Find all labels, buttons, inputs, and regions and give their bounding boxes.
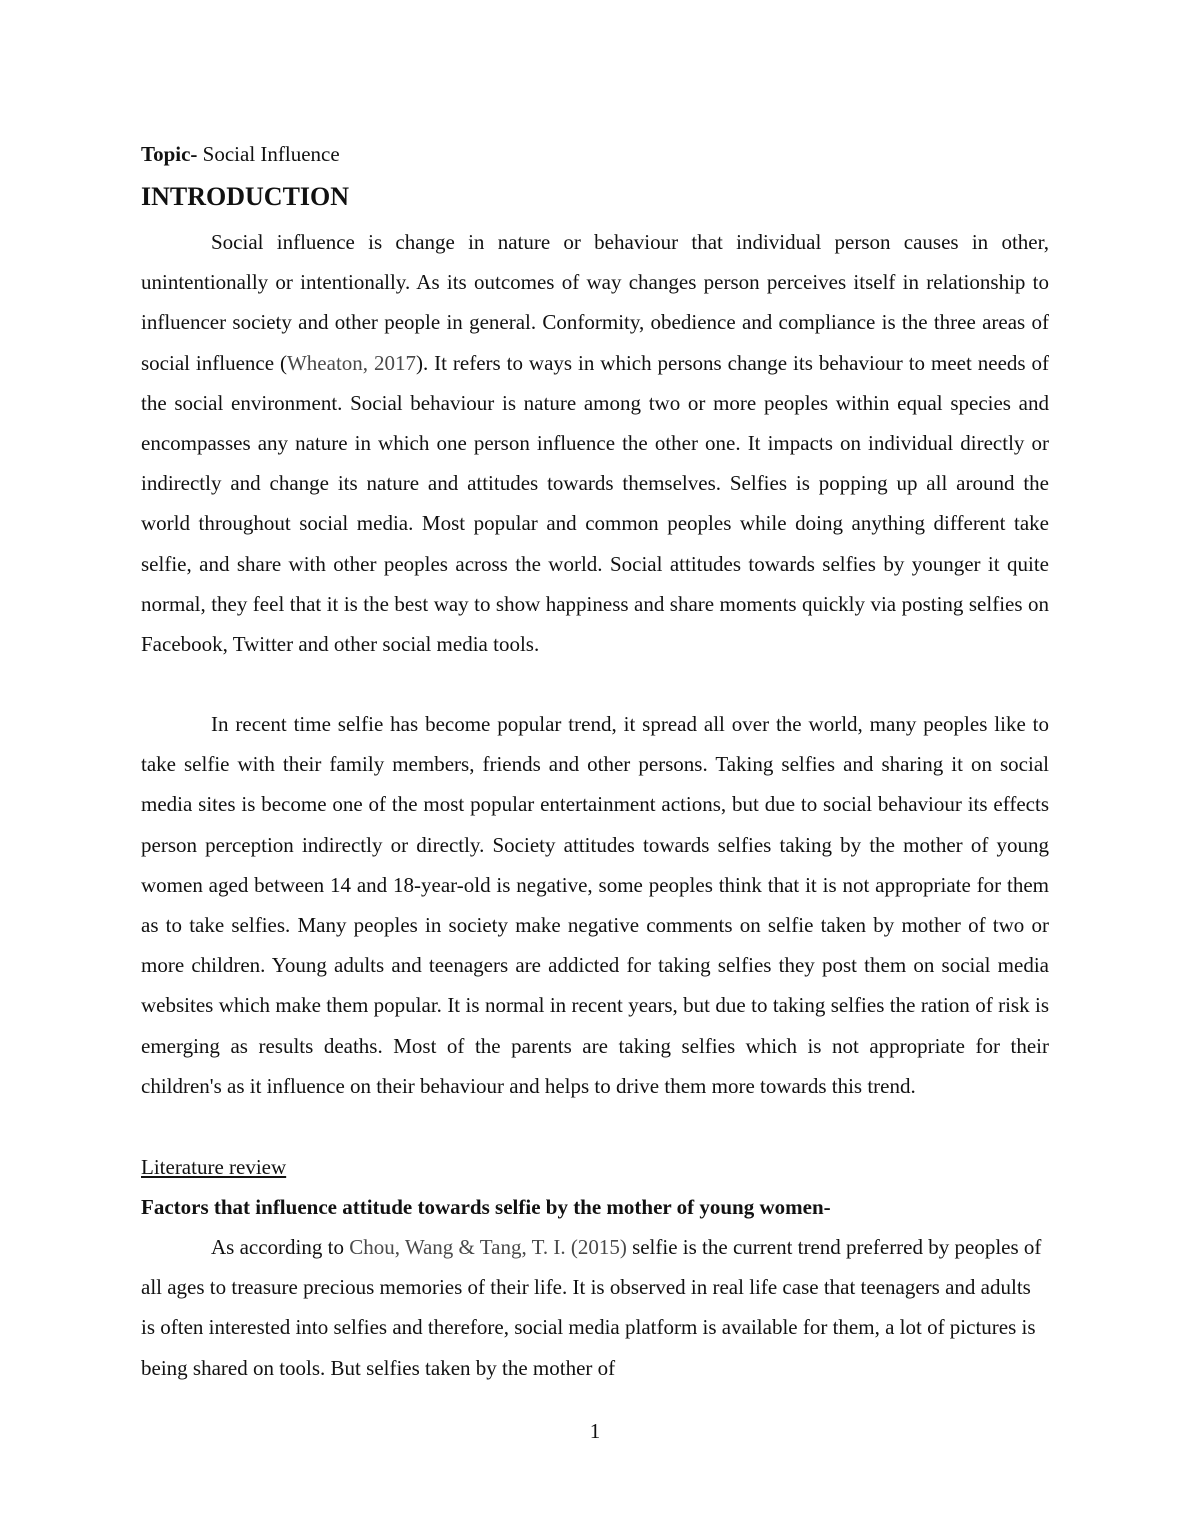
paragraph-2	[141, 704, 1049, 1106]
factors-subheading: Factors that influence attitude towards selfie by the mother of young women-	[141, 1195, 831, 1219]
topic-label: Topic-	[141, 142, 198, 166]
literature-review-heading: Literature review	[141, 1155, 287, 1179]
introduction-heading: INTRODUCTION	[141, 182, 350, 211]
paragraph-1-text-b: ). It refers to ways in which persons change its behaviour to meet needs of the social environment. Social behaviour is nature among two or more peoples within equal species and encompasses any nature in which one person influence the other one. It impacts on individual directly or indirectly and change its nature and attitudes towards themselves. Selfies is popping up all around the world throughout social media. Most popular and common peoples while doing anything different take selfie, and share with other peoples across the world. Social attitudes towards selfies by younger it quite normal, they feel that it is the best way to show happiness and share moments quickly via posting selfies on Facebook, Twitter and other social media tools.	[141, 350, 1049, 657]
paragraph-3	[141, 1227, 1049, 1388]
paragraph-1	[141, 222, 1049, 664]
topic-line	[141, 140, 340, 168]
topic-text: Social Influence	[197, 142, 340, 166]
page-number: 1	[589, 1419, 601, 1443]
paragraph-3-text-a: As according to	[211, 1235, 350, 1259]
paragraph-3-text-b: selfie is the current trend preferred by peoples of all ages to treasure precious memories of their life. It is observed in real life case that teenagers and adults is often interested into selfies and therefore, social media platform is available for them, a lot of pictures is being shared on tools. But selfies taken by the mother of	[141, 1235, 1042, 1380]
paragraph-2-text: In recent time selfie has become popular trend, it spread all over the world, many peoples like to take selfie with their family members, friends and other persons. Taking selfies and sharing it on social media sites is become one of the most popular entertainment actions, but due to social behaviour its effects person perception indirectly or directly. Society attitudes towards selfies taking by the mother of young women aged between 14 and 18-year-old is negative, some peoples think that it is not appropriate for them as to take selfies. Many peoples in society make negative comments on selfie taken by mother of two or more children. Young adults and teenagers are addicted for taking selfies they post them on social media websites which make them popular. It is normal in recent years, but due to taking selfies the ration of risk is emerging as results deaths. Most of the parents are taking selfies which is not appropriate for their children's as it influence on their behaviour and helps to drive them more towards this trend.	[141, 712, 1049, 1098]
paragraph-1-text-a: Social influence is change in nature or behaviour that individual person causes in other, unintentionally or intentionally. As its outcomes of way changes person perceives itself in relationship to influencer society and other people in general. Conformity, obedience and compliance is the three areas of social influence (	[141, 230, 1049, 375]
citation-wheaton: Wheaton, 2017	[286, 350, 416, 375]
citation-chou: Chou, Wang & Tang, T. I. (2015)	[349, 1235, 627, 1259]
